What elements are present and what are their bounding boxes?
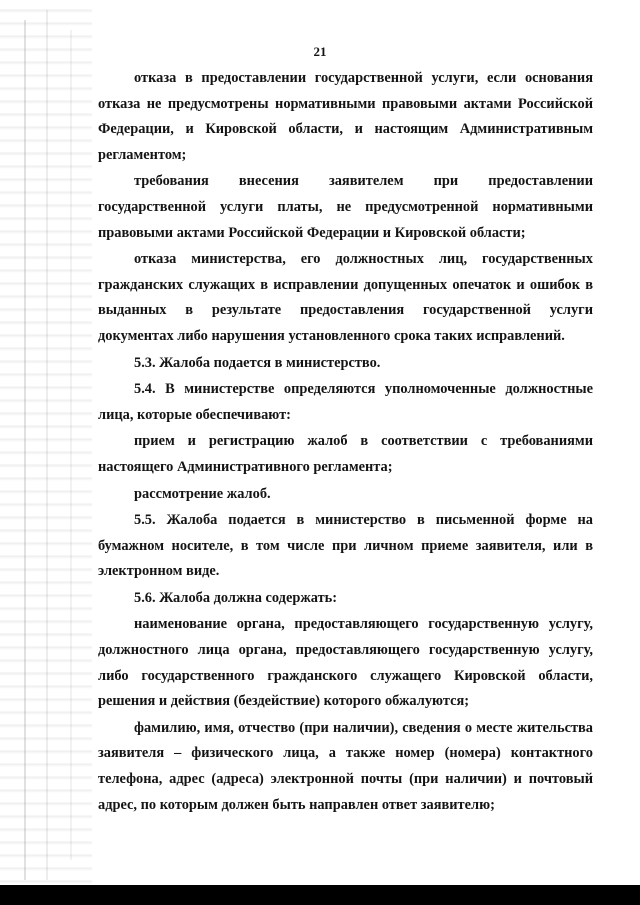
paragraph: требования внесения заявителем при предоставлении государственной услуги платы, не предусмотренной нормативными правовыми актами Российской Федерации и Кировской области; <box>98 173 593 241</box>
paragraph: прием и регистрацию жалоб в соответствии с требованиями настоящего Административного регламента; <box>98 433 593 475</box>
paragraph: рассмотрение жалоб. <box>134 485 271 502</box>
paragraph: отказа в предоставлении государственной услуги, если основания отказа не предусмотрены нормативными правовыми актами Российской Федерации, и Кировской области, и настоящим Административным регламентом; <box>98 70 593 163</box>
paragraph: 5.5. Жалоба подается в министерство в письменной форме на бумажном носителе, в том числе при личном приеме заявителя, или в электронном виде. <box>98 512 593 580</box>
page-number: 21 <box>313 44 327 59</box>
paragraph: отказа министерства, его должностных лиц, государственных гражданских служащих в исправлении допущенных опечаток и ошибок в выданных в результате предоставления государственной услуги документах либо нарушения установленного срока таких исправлений. <box>98 251 593 344</box>
scan-bottom-band <box>0 885 640 905</box>
paragraph: 5.6. Жалоба должна содержать: <box>134 589 338 606</box>
paragraph: фамилию, имя, отчество (при наличии), сведения о месте жительства заявителя – физического лица, а также номер (номера) контактного телефона, адрес (адреса) электронной почты (при наличии) и почтовый адрес, по которым должен быть направлен ответ заявителю; <box>98 719 593 813</box>
scan-artifact <box>46 10 48 880</box>
paragraph: 5.3. Жалоба подается в министерство. <box>134 354 381 371</box>
paragraph: наименование органа, предоставляющего государственную услугу, должностного лица органа, предоставляющего государственную услугу, либо государственного гражданского служащего Кировской области, решения и действия (бездействие) которого обжалуются; <box>98 616 593 710</box>
scan-artifact <box>24 20 26 880</box>
scan-artifact <box>70 30 72 860</box>
document-body <box>98 66 593 818</box>
paragraph: 5.4. В министерстве определяются уполномоченные должностные лица, которые обеспечивают: <box>98 381 593 423</box>
